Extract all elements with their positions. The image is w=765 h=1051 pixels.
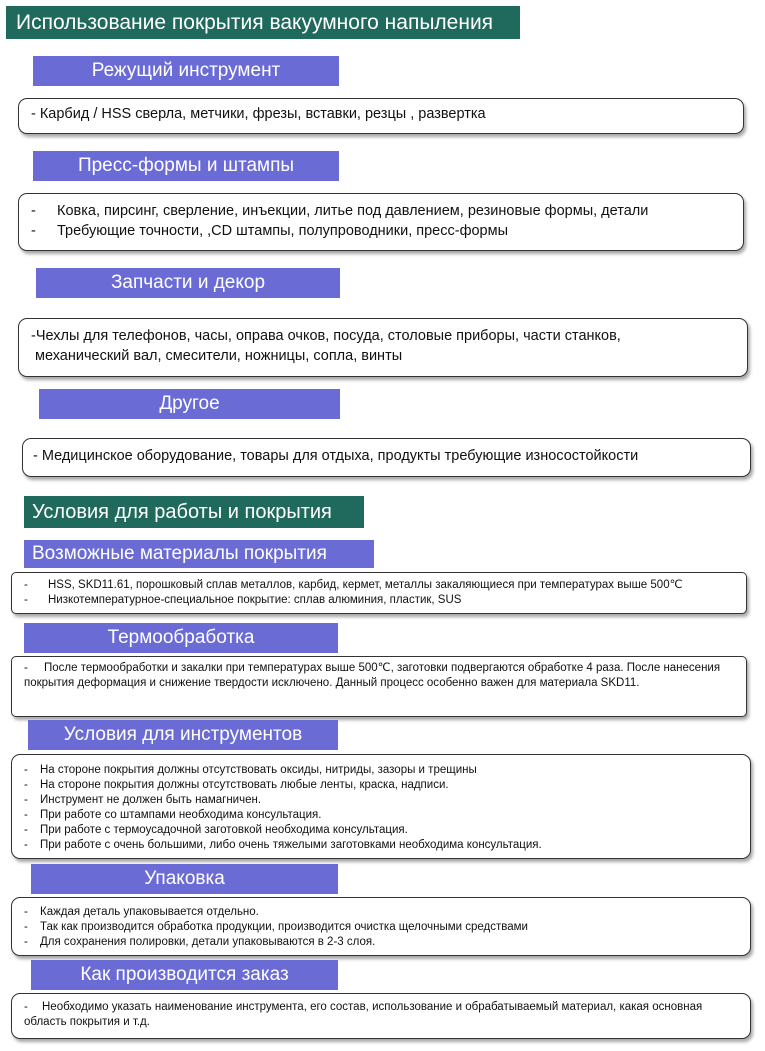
list-item: - На стороне покрытия должны отсутствовать любые ленты, краска, надписи. — [24, 779, 449, 791]
section-heading-ordering: Как производится заказ — [31, 960, 338, 990]
ordering-box — [11, 993, 751, 1039]
list-item: - Ковка, пирсинг, сверление, инъекции, литье под давлением, резиновые формы, детали — [31, 203, 649, 219]
list-item: - При работе со штампами необходима консультация. — [24, 809, 322, 821]
section-heading-materials: Возможные материалы покрытия — [24, 540, 374, 568]
page-title: Использование покрытия вакуумного напыления — [6, 6, 520, 39]
section-heading-packing: Упаковка — [31, 864, 338, 894]
heat-treatment-text: - После термообработки и закалки при температурах выше 500℃, заготовки подвергаются обработке 4 раза. После нанесения покрытия деформация и снижение твердости исключено. Данный процесс особенно важен для материала SKD11. — [24, 662, 721, 689]
section-heading-cutting-tools: Режущий инструмент — [33, 56, 339, 86]
list-item: - При работе с термоусадочной заготовкой необходима консультация. — [24, 824, 408, 836]
conditions-title: Условия для работы и покрытия — [24, 496, 364, 528]
parts-box — [18, 318, 748, 377]
list-item: - Требующие точности, ,CD штампы, полупроводники, пресс-формы — [31, 223, 509, 239]
list-item: - На стороне покрытия должны отсутствовать оксиды, нитриды, зазоры и трещины — [24, 764, 477, 776]
cutting-tools-text: - Карбид / HSS сверла, метчики, фрезы, вставки, резцы , развертка — [31, 106, 486, 122]
list-item: - Так как производится обработка продукции, производится очистка щелочными средствами — [24, 921, 528, 933]
tool-conditions-box — [11, 754, 751, 859]
packing-box — [11, 897, 751, 956]
section-heading-molds: Пресс-формы и штампы — [33, 151, 339, 181]
list-item: - Низкотемпературное-специальное покрытие: сплав алюминия, пластик, SUS — [24, 594, 462, 606]
materials-box — [11, 572, 747, 614]
list-item: - При работе с очень большими, либо очень тяжелыми заготовками необходима консультация. — [24, 839, 542, 851]
list-item: - Каждая деталь упаковывается отдельно. — [24, 906, 259, 918]
parts-text-line: механический вал, смесители, ножницы, сопла, винты — [35, 348, 403, 364]
section-heading-heat-treatment: Термообработка — [24, 623, 338, 653]
list-item: - Для сохранения полировки, детали упаковываются в 2-3 слоя. — [24, 936, 376, 948]
section-heading-other: Другое — [39, 389, 340, 419]
list-item: - Инструмент не должен быть намагничен. — [24, 794, 262, 806]
other-box — [22, 438, 751, 477]
molds-box — [18, 193, 744, 251]
heat-treatment-box — [11, 656, 747, 717]
section-heading-tool-conditions: Условия для инструментов — [28, 720, 338, 750]
cutting-tools-box — [18, 98, 744, 134]
parts-text-line: -Чехлы для телефонов, часы, оправа очков, посуда, столовые приборы, части станков, — [31, 328, 621, 344]
ordering-text: - Необходимо указать наименование инструмента, его состав, использование и обрабатываемый материал, какая основная область покрытия и т.д. — [24, 1001, 703, 1028]
list-item: - HSS, SKD11.61, порошковый сплав металлов, карбид, кермет, металлы закаляющиеся при температурах выше 500℃ — [24, 579, 683, 591]
section-heading-parts: Запчасти и декор — [36, 268, 340, 298]
other-text: - Медицинское оборудование, товары для отдыха, продукты требующие износостойкости — [33, 448, 639, 464]
